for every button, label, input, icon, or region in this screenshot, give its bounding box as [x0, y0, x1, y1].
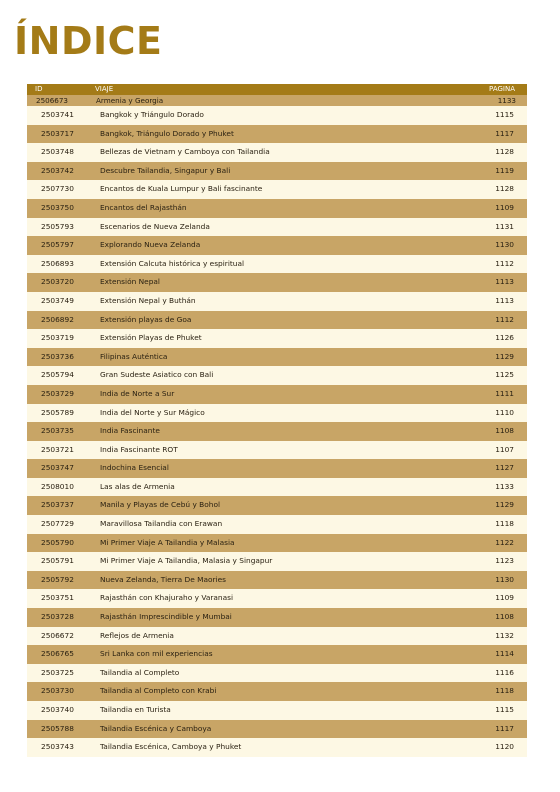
row-id: 2507729 [41, 519, 74, 529]
table-row [27, 738, 527, 757]
row-id: 2503750 [41, 202, 74, 212]
row-trip: Descubre Tailandia, Singapur y Bali [100, 165, 231, 175]
row-id: 2503743 [41, 742, 74, 752]
table-row [27, 311, 527, 330]
row-page: 1114 [495, 649, 514, 659]
row-page: 1117 [495, 723, 514, 733]
row-page: 1126 [495, 333, 514, 343]
row-id: 2503730 [41, 686, 74, 696]
row-page: 1110 [495, 407, 514, 417]
table-row [27, 255, 527, 274]
row-trip: Bangkok, Triángulo Dorado y Phuket [100, 128, 234, 138]
index-table [27, 84, 527, 757]
row-trip: Extensión Nepal y Buthán [100, 295, 196, 305]
row-trip: Manila y Playas de Cebú y Bohol [100, 500, 221, 510]
row-page: 1107 [495, 444, 514, 454]
row-id: 2506893 [41, 258, 74, 268]
table-row [27, 143, 527, 162]
row-trip: Las alas de Armenia [100, 481, 175, 491]
table-row [27, 682, 527, 701]
table-row [27, 608, 527, 627]
row-id: 2508010 [41, 481, 74, 491]
row-id: 2503751 [41, 593, 74, 603]
table-row [27, 95, 527, 106]
table-row [27, 329, 527, 348]
row-id: 2503728 [41, 612, 74, 622]
row-page: 1118 [495, 519, 514, 529]
row-page: 1115 [495, 705, 514, 714]
row-trip: Tailandia al Completo con Krabi [100, 686, 217, 696]
table-row [27, 236, 527, 255]
row-page: 1109 [495, 593, 514, 603]
row-id: 2505788 [41, 723, 74, 733]
row-id: 2503717 [41, 128, 74, 138]
row-id: 2503741 [41, 110, 74, 119]
table-row [27, 366, 527, 385]
row-trip: Encantos del Rajasthán [100, 202, 187, 212]
table-row [27, 515, 527, 534]
table-row [27, 441, 527, 460]
row-id: 2506673 [36, 96, 69, 105]
table-row [27, 218, 527, 237]
row-id: 2503725 [41, 667, 74, 677]
row-trip: Tailandia Escénica y Camboya [100, 723, 212, 733]
row-trip: Bellezas de Vietnam y Camboya con Tailandia [100, 147, 270, 157]
row-id: 2503749 [41, 295, 74, 305]
row-id: 2503737 [41, 500, 74, 510]
row-trip: Extensión Calcuta histórica y espiritual [100, 258, 245, 268]
row-page: 1128 [495, 184, 514, 194]
row-page: 1111 [495, 388, 514, 398]
table-row [27, 701, 527, 720]
row-page: 1123 [495, 556, 514, 566]
table-row [27, 589, 527, 608]
table-row [27, 571, 527, 590]
row-id: 2505789 [41, 407, 74, 417]
table-header [27, 84, 527, 95]
row-page: 1133 [495, 481, 514, 491]
row-id: 2507730 [41, 184, 74, 194]
row-page: 1133 [497, 96, 516, 105]
row-page: 1117 [495, 128, 514, 138]
row-id: 2503721 [41, 444, 74, 454]
row-id: 2505792 [41, 574, 74, 584]
row-trip: Armenia y Georgia [96, 96, 164, 105]
row-page: 1115 [495, 110, 514, 119]
row-page: 1130 [495, 240, 514, 250]
table-row [27, 645, 527, 664]
header-page: PAGINA [489, 85, 515, 93]
table-row [27, 273, 527, 292]
row-page: 1122 [495, 537, 514, 547]
row-trip: Gran Sudeste Asiatico con Bali [100, 370, 214, 380]
row-id: 2503719 [41, 333, 74, 343]
table-row [27, 478, 527, 497]
row-id: 2505791 [41, 556, 74, 566]
row-trip: Escenarios de Nueva Zelanda [100, 221, 210, 231]
table-row [27, 552, 527, 571]
row-trip: Filipinas Auténtica [100, 351, 168, 361]
row-trip: India Fascinante ROT [100, 444, 178, 454]
row-trip: Mi Primer Viaje A Tailandia y Malasia [100, 537, 235, 547]
row-id: 2503729 [41, 388, 74, 398]
table-row [27, 106, 527, 125]
row-id: 2503748 [41, 147, 74, 157]
table-row [27, 385, 527, 404]
row-id: 2503736 [41, 351, 74, 361]
table-row [27, 199, 527, 218]
table-row [27, 125, 527, 144]
row-page: 1128 [495, 147, 514, 157]
row-id: 2503735 [41, 426, 74, 436]
row-trip: India Fascinante [100, 426, 160, 436]
table-row [27, 162, 527, 181]
row-trip: Tailandia en Turista [100, 705, 171, 714]
table-row [27, 664, 527, 683]
row-trip: Encantos de Kuala Lumpur y Bali fascinante [100, 184, 263, 194]
row-page: 1113 [495, 295, 514, 305]
row-page: 1108 [495, 426, 514, 436]
row-page: 1132 [495, 630, 514, 640]
table-row [27, 627, 527, 646]
row-id: 2506672 [41, 630, 74, 640]
row-page: 1112 [495, 314, 514, 324]
row-page: 1119 [495, 165, 514, 175]
row-page: 1113 [495, 277, 514, 287]
row-page: 1118 [495, 686, 514, 696]
table-row [27, 459, 527, 478]
row-page: 1131 [495, 221, 514, 231]
row-trip: Bangkok y Triángulo Dorado [100, 110, 204, 119]
table-row [27, 180, 527, 199]
row-trip: Rajasthán Imprescindible y Mumbai [100, 612, 232, 622]
table-row [27, 720, 527, 739]
row-page: 1112 [495, 258, 514, 268]
row-id: 2503740 [41, 705, 74, 714]
row-trip: Rajasthán con Khajuraho y Varanasi [100, 593, 234, 603]
row-trip: Extensión Playas de Phuket [100, 333, 202, 343]
row-trip: Nueva Zelanda, Tierra De Maories [100, 574, 227, 584]
row-page: 1120 [495, 742, 514, 752]
row-page: 1130 [495, 574, 514, 584]
table-body [27, 95, 527, 757]
row-id: 2506892 [41, 314, 74, 324]
table-row [27, 496, 527, 515]
row-id: 2503720 [41, 277, 74, 287]
row-page: 1127 [495, 463, 514, 473]
row-page: 1108 [495, 612, 514, 622]
row-id: 2506765 [41, 649, 74, 659]
row-trip: Explorando Nueva Zelanda [100, 240, 201, 250]
page-title: ÍNDICE [14, 19, 163, 63]
row-id: 2503742 [41, 165, 74, 175]
row-trip: Tailandia Escénica, Camboya y Phuket [100, 742, 242, 752]
row-trip: Indochina Esencial [100, 463, 169, 473]
row-page: 1116 [495, 667, 514, 677]
row-id: 2503747 [41, 463, 74, 473]
row-id: 2505797 [41, 240, 74, 250]
row-page: 1125 [495, 370, 514, 380]
table-row [27, 534, 527, 553]
row-trip: Mi Primer Viaje A Tailandia, Malasia y Singapur [100, 556, 273, 566]
row-id: 2505793 [41, 221, 74, 231]
table-row [27, 292, 527, 311]
row-trip: Extensión Nepal [100, 277, 160, 287]
row-trip: India del Norte y Sur Mágico [100, 407, 205, 417]
row-trip: Tailandia al Completo [100, 667, 180, 677]
header-trip: VIAJE [95, 85, 114, 93]
row-id: 2505790 [41, 537, 74, 547]
row-trip: Extensión playas de Goa [100, 314, 192, 324]
row-page: 1109 [495, 202, 514, 212]
row-page: 1129 [495, 500, 514, 510]
table-row [27, 404, 527, 423]
row-trip: Maravillosa Tailandia con Erawan [100, 519, 223, 529]
table-row [27, 422, 527, 441]
table-row [27, 348, 527, 367]
row-trip: Reflejos de Armenia [100, 630, 174, 640]
header-id: ID [35, 85, 43, 93]
row-page: 1129 [495, 351, 514, 361]
row-trip: Sri Lanka con mil experiencias [100, 649, 213, 659]
row-id: 2505794 [41, 370, 74, 380]
row-trip: India de Norte a Sur [100, 388, 175, 398]
